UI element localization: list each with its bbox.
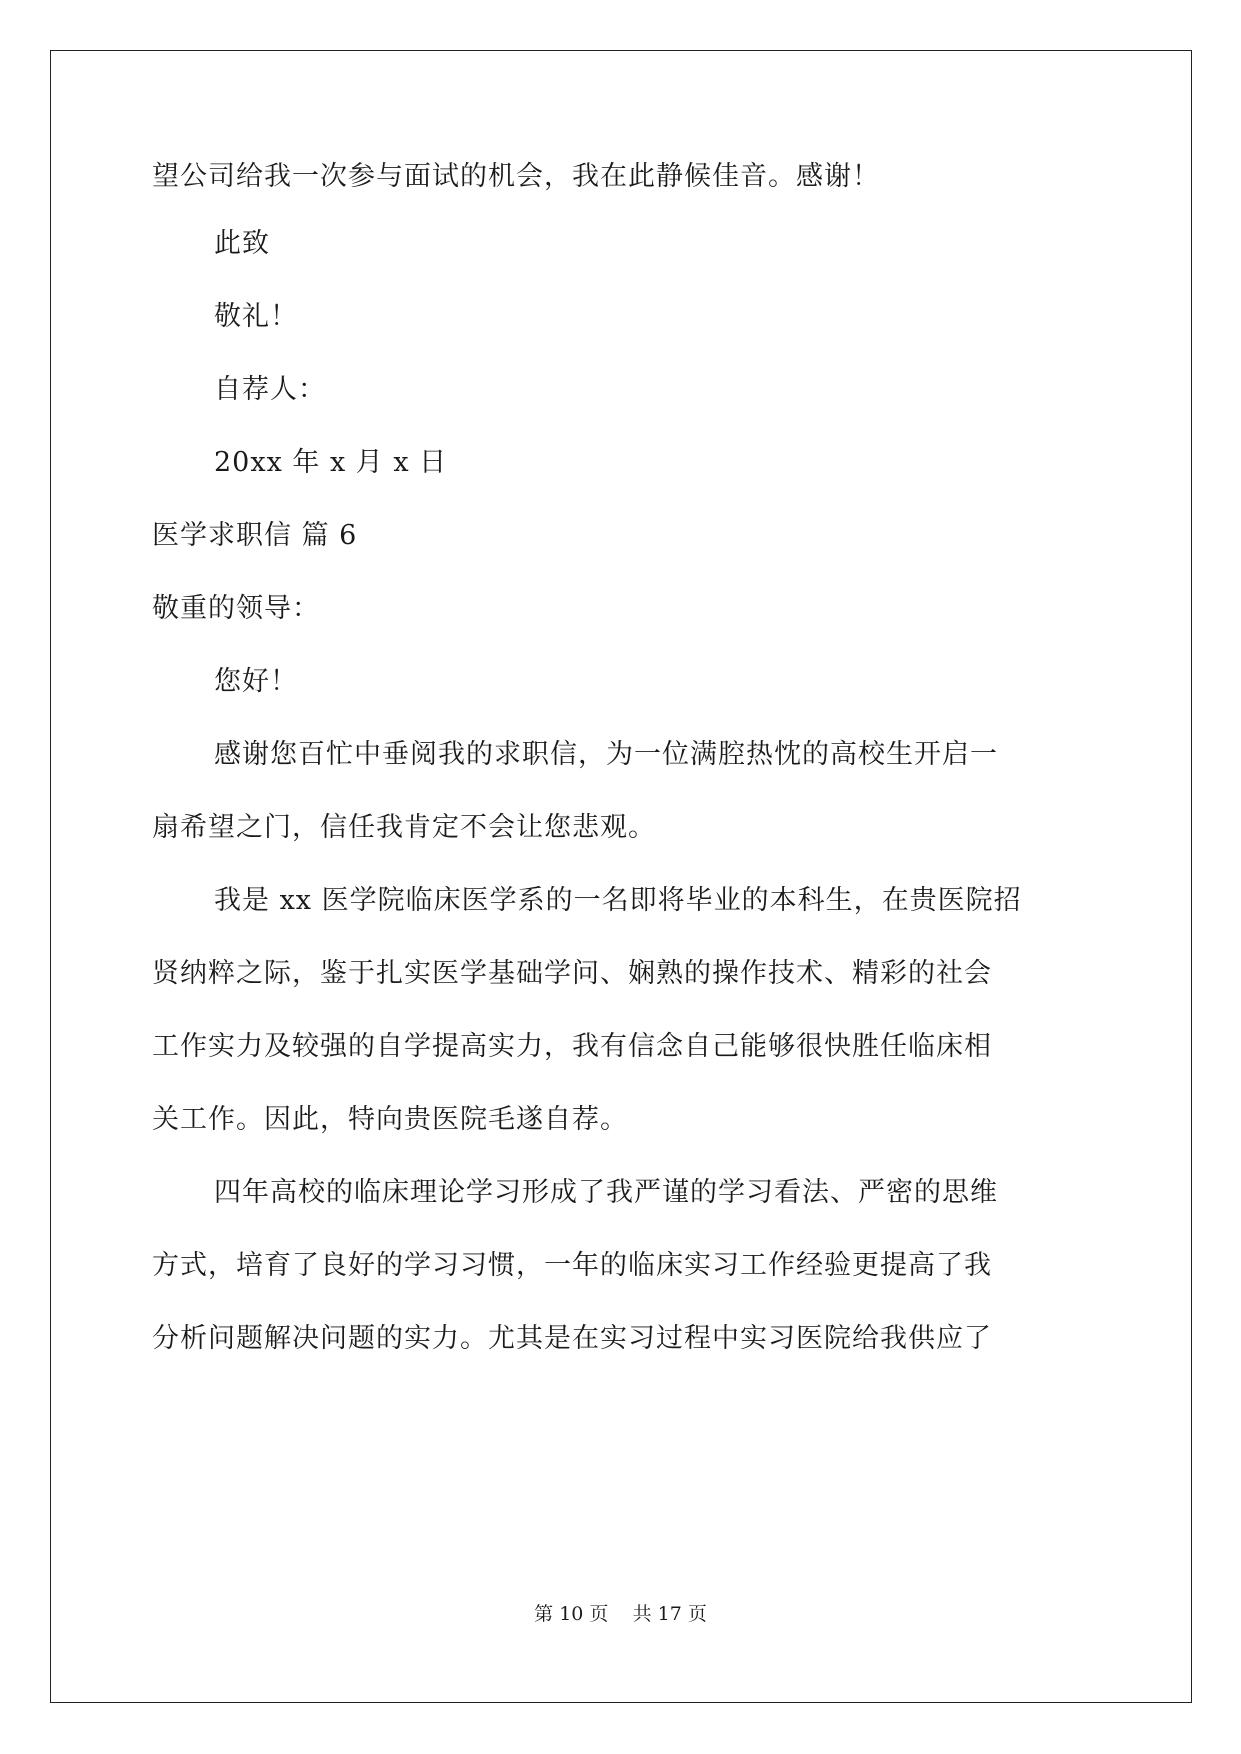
paragraph-line: 关工作。因此，特向贵医院毛遂自荐。 — [152, 1104, 628, 1135]
letter-hello: 您好！ — [214, 666, 298, 697]
signature-date: 20xx 年 x 月 x 日 — [214, 447, 448, 478]
paragraph-line: 我是 xx 医学院临床医学系的一名即将毕业的本科生，在贵医院招 — [214, 885, 1022, 916]
section-heading: 医学求职信 篇 6 — [152, 520, 358, 551]
signature-label: 自荐人： — [214, 374, 326, 405]
paragraph-line: 扇希望之门，信任我肯定不会让您悲观。 — [152, 812, 656, 843]
letter-greeting: 敬重的领导： — [152, 593, 320, 624]
closing-paragraph-line: 望公司给我一次参与面试的机会，我在此静候佳音。感谢！ — [152, 161, 880, 192]
paragraph-line: 感谢您百忙中垂阅我的求职信，为一位满腔热忱的高校生开启一 — [214, 739, 998, 770]
paragraph-line: 工作实力及较强的自学提高实力，我有信念自己能够很快胜任临床相 — [152, 1031, 992, 1062]
page-number-footer: 第 10 页 共 17 页 — [534, 1603, 707, 1625]
paragraph-line: 分析问题解决问题的实力。尤其是在实习过程中实习医院给我供应了 — [152, 1323, 992, 1354]
paragraph-line: 四年高校的临床理论学习形成了我严谨的学习看法、严密的思维 — [214, 1177, 998, 1208]
paragraph-line: 贤纳粹之际，鉴于扎实医学基础学问、娴熟的操作技术、精彩的社会 — [152, 958, 992, 989]
salutation-regards: 敬礼！ — [214, 301, 298, 332]
salutation-closing: 此致 — [214, 228, 270, 259]
paragraph-line: 方式，培育了良好的学习习惯，一年的临床实习工作经验更提高了我 — [152, 1250, 992, 1281]
